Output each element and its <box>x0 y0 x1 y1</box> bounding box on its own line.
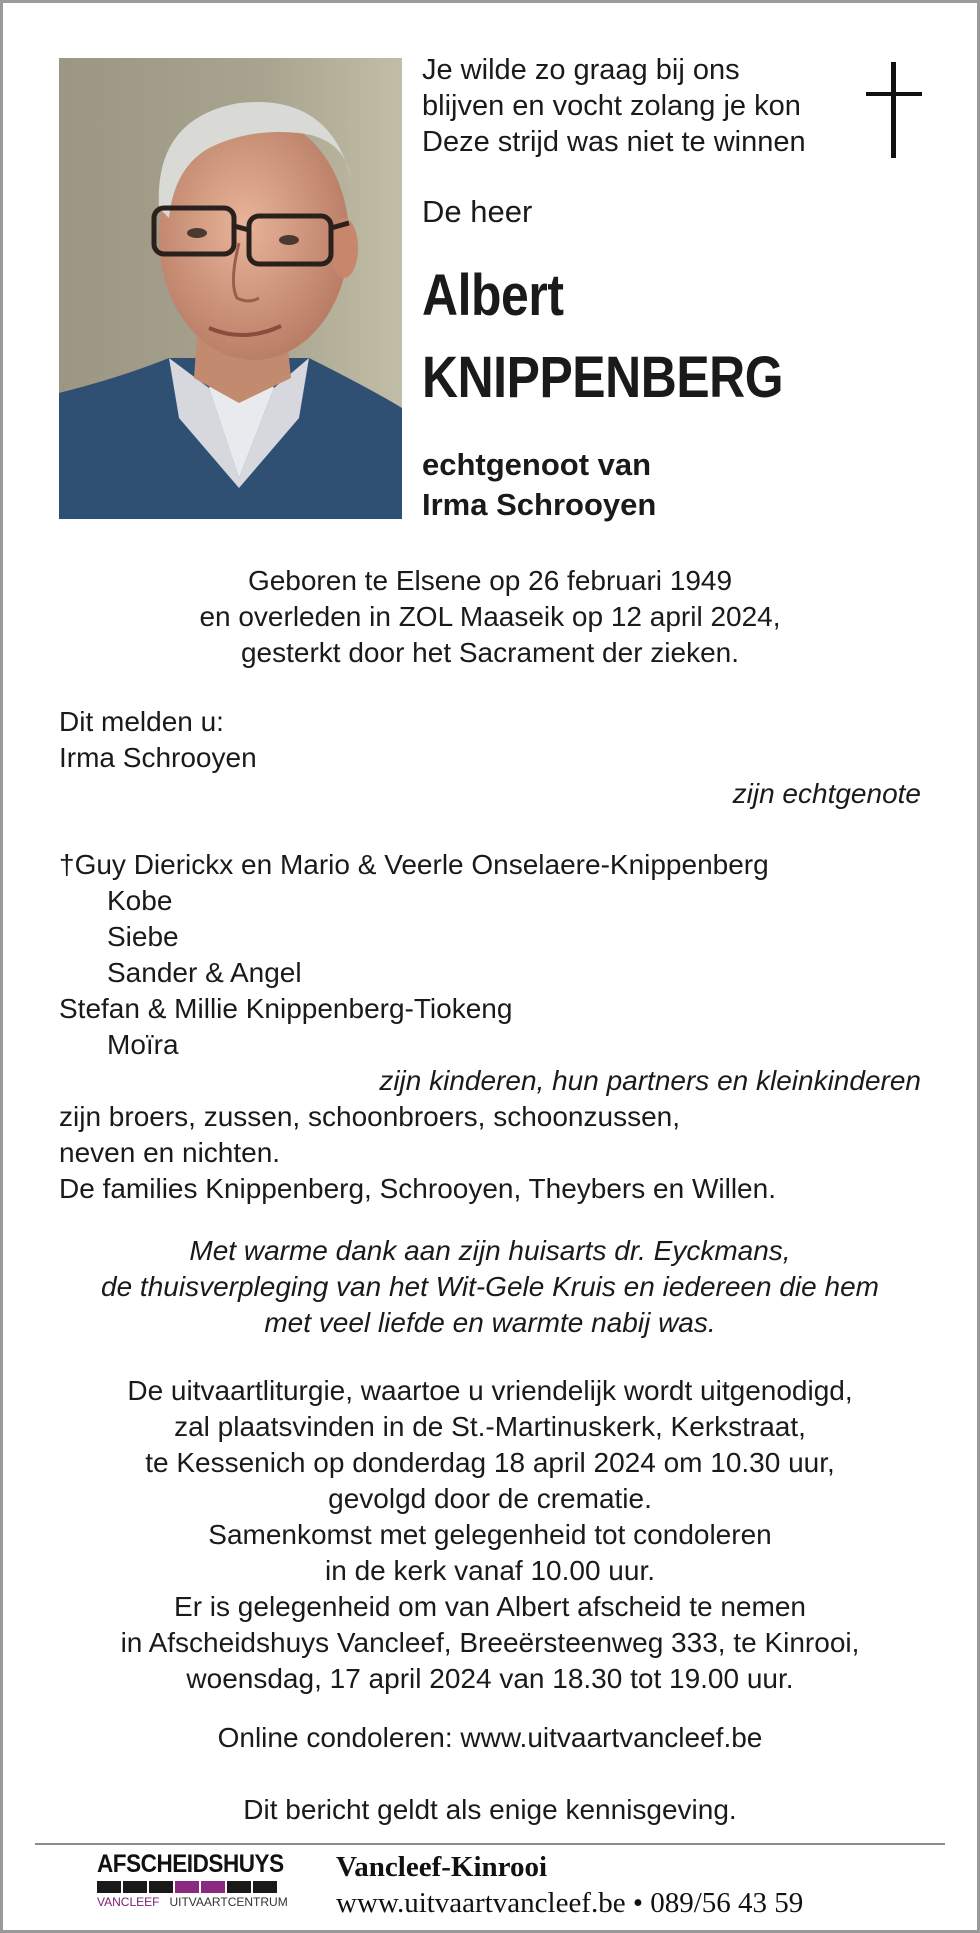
birth-line: Geboren te Elsene op 26 februari 1949 <box>247 565 733 596</box>
logo-bar <box>253 1881 277 1893</box>
sacrament-line: gesterkt door het Sacrament der zieken. <box>240 637 740 668</box>
families-line: De families Knippenberg, Schrooyen, Theybers en Willen. <box>59 1173 776 1204</box>
honorific: De heer <box>422 194 533 229</box>
funeral-line: in de kerk vanaf 10.00 uur. <box>325 1555 655 1586</box>
relatives-line: neven en nichten. <box>59 1137 281 1168</box>
thanks <box>40 1233 940 1341</box>
poem-line: Je wilde zo graag bij ons <box>422 54 740 86</box>
thanks-line: met veel liefde en warmte nabij was. <box>264 1307 716 1338</box>
funeral-line: woensdag, 17 april 2024 van 18.30 tot 19.00 uur. <box>186 1663 794 1694</box>
logo-sub-left: VANCLEEF <box>97 1895 160 1909</box>
grandchild: Moïra <box>107 1029 179 1060</box>
notice-line: Dit bericht geldt als enige kennisgeving. <box>243 1794 737 1825</box>
portrait-photo <box>59 58 402 519</box>
logo-bars <box>97 1881 307 1893</box>
logo-bar <box>149 1881 173 1893</box>
funeral-home-name: Vancleef-Kinrooi <box>336 1851 548 1883</box>
funeral-line: zal plaatsvinden in de St.-Martinuskerk, Kerkstraat, <box>174 1411 806 1442</box>
relatives-line: zijn broers, zussen, schoonbroers, schoonzussen, <box>59 1101 680 1132</box>
spouse-info <box>422 445 656 525</box>
logo-bar <box>201 1881 225 1893</box>
family-line: †Guy Dierickx en Mario & Veerle Onselaere-Knippenberg <box>59 849 769 880</box>
announcer-spouse: Irma Schrooyen <box>59 742 257 773</box>
poem-line: Deze strijd was niet te winnen <box>422 126 806 158</box>
spouse-name: Irma Schrooyen <box>422 487 657 522</box>
spouse-line: echtgenoot van <box>422 447 652 482</box>
spouse-role: zijn echtgenote <box>732 778 921 809</box>
logo-bar <box>227 1881 251 1893</box>
cross-icon <box>866 62 922 158</box>
thanks-line: de thuisverpleging van het Wit-Gele Kruis en iedereen die hem <box>101 1271 879 1302</box>
logo-subtitle <box>97 1895 307 1909</box>
funeral-line: in Afscheidshuys Vancleef, Breeërsteenweg 333, te Kinrooi, <box>120 1627 860 1658</box>
funeral-home-logo <box>97 1850 307 1914</box>
logo-sub-right: UITVAARTCENTRUM <box>169 1895 288 1909</box>
logo-bar <box>123 1881 147 1893</box>
grandchild: Siebe <box>107 921 179 952</box>
funeral-home-contact-line[interactable]: www.uitvaartvancleef.be • 089/56 43 59 <box>336 1887 804 1919</box>
thanks-line: Met warme dank aan zijn huisarts dr. Eyckmans, <box>189 1235 791 1266</box>
birth-death-info <box>40 563 940 671</box>
logo-title: AFSCHEIDSHUYS <box>97 1850 284 1878</box>
announcers-intro: Dit melden u: <box>59 706 224 737</box>
funeral-line: Er is gelegenheid om van Albert afscheid te nemen <box>174 1591 806 1622</box>
funeral-line: De uitvaartliturgie, waartoe u vriendelijk wordt uitgenodigd, <box>127 1375 853 1406</box>
children-role: zijn kinderen, hun partners en kleinkinderen <box>379 1065 921 1096</box>
family-line: Stefan & Millie Knippenberg-Tiokeng <box>59 993 513 1024</box>
last-name: KNIPPENBERG <box>422 345 784 410</box>
logo-bar <box>97 1881 121 1893</box>
poem <box>422 52 862 160</box>
grandchild: Kobe <box>107 885 173 916</box>
funeral-info <box>40 1373 940 1697</box>
funeral-line: te Kessenich op donderdag 18 april 2024 om 10.30 uur, <box>145 1447 835 1478</box>
footer-divider <box>35 1843 945 1845</box>
first-name: Albert <box>422 263 564 328</box>
funeral-line: Samenkomst met gelegenheid tot condoleren <box>208 1519 772 1550</box>
grandchild: Sander & Angel <box>107 957 302 988</box>
funeral-line: gevolgd door de crematie. <box>328 1483 652 1514</box>
online-condolences[interactable]: Online condoleren: www.uitvaartvancleef.be <box>217 1722 763 1753</box>
poem-line: blijven en vocht zolang je kon <box>422 90 801 122</box>
logo-bar <box>175 1881 199 1893</box>
announcers <box>59 704 921 1207</box>
death-line: en overleden in ZOL Maaseik op 12 april 2024, <box>199 601 781 632</box>
funeral-home-contact <box>336 1849 803 1921</box>
